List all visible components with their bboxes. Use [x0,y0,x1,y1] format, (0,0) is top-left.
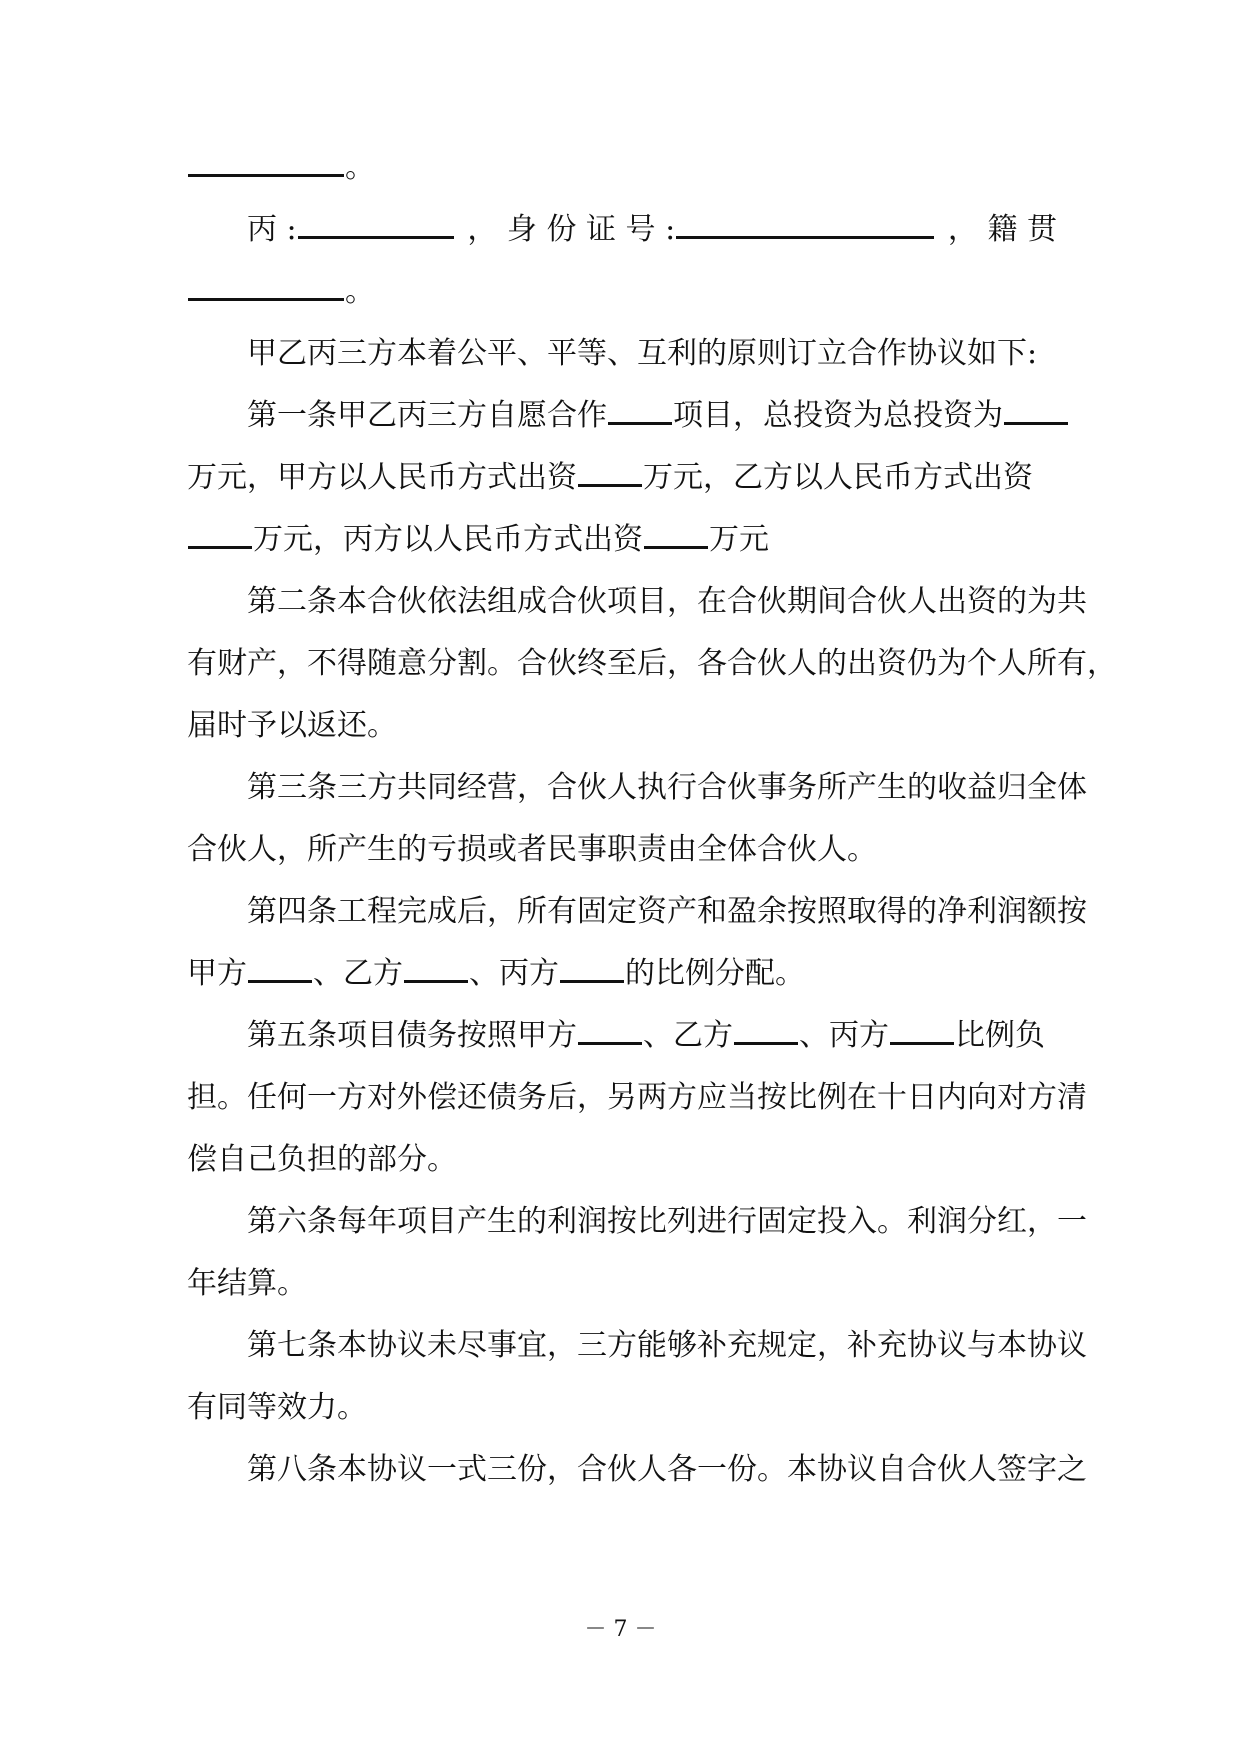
blank-yi-debt-ratio [734,1020,798,1045]
line-article-2-c: 届时予以返还。 [187,708,397,743]
line-article-1-c: 万元，丙方以人民币方式出资 万元 [187,509,1057,571]
blank-bing-debt-ratio [890,1020,954,1045]
line-jiguan-tail-2: 。 [187,261,1057,323]
line-article-3-a: 第三条三方共同经营，合伙人执行合伙事务所产生的收益归全体 [247,770,1087,805]
line-jiguan-tail-1: 。 [187,137,1057,199]
line-bing-info: 丙 : ， 身 份 证 号 : ， 籍 贯 [247,212,1057,247]
line-article-6-b: 年结算。 [187,1266,307,1301]
line-article-2-a: 第二条本合伙依法组成合伙项目，在合伙期间合伙人出资的为共 [247,584,1087,619]
line-article-6-a: 第六条每年项目产生的利润按比列进行固定投入。利润分红，一 [247,1204,1087,1239]
line-article-2-b: 有财产，不得随意分割。合伙终至后，各合伙人的出资仍为个人所有， [187,646,1117,681]
blank-yi-profit-ratio [404,958,468,983]
blank-bing-profit-ratio [560,958,624,983]
line-article-5-a: 第五条项目债务按照甲方 、乙方 、丙方 比例负 [247,1018,1045,1053]
line-article-4-b: 甲方 、乙方 、丙方 的比例分配。 [187,956,805,991]
line-article-7-b: 有同等效力。 [187,1390,367,1425]
page-number: － 7 － [584,1617,657,1642]
blank-jiguan-bing [188,276,344,301]
blank-jiguan-yi [188,152,344,177]
blank-total-investment [1004,400,1068,425]
line-article-1-a: 第一条甲乙丙三方自愿合作 项目，总投资为总投资为 [187,385,1057,447]
line-preamble: 甲乙丙三方本着公平、平等、互利的原则订立合作协议如下: [247,336,1038,371]
line-article-7-a: 第七条本协议未尽事宜，三方能够补充规定，补充协议与本协议 [247,1328,1087,1363]
contract-body [187,137,1117,1501]
line-article-5-c: 偿自己负担的部分。 [187,1142,457,1177]
blank-bing-name [298,214,454,239]
blank-jia-debt-ratio [578,1020,642,1045]
line-article-1-b: 万元，甲方以人民币方式出资 万元，乙方以人民币方式出资 [187,460,1033,495]
blank-jia-profit-ratio [248,958,312,983]
blank-bing-id [676,214,934,239]
blank-yi-investment [188,524,252,549]
line-article-5-b: 担。任何一方对外偿还债务后，另两方应当按比例在十日内向对方清 [187,1080,1087,1115]
line-article-3-b: 合伙人，所产生的亏损或者民事职责由全体合伙人。 [187,832,877,867]
blank-project [608,400,672,425]
blank-jia-investment [578,462,642,487]
blank-bing-investment [644,524,708,549]
line-article-4-a: 第四条工程完成后，所有固定资产和盈余按照取得的净利润额按 [247,894,1087,929]
line-article-8-a: 第八条本协议一式三份，合伙人各一份。本协议自合伙人签字之 [247,1452,1087,1487]
